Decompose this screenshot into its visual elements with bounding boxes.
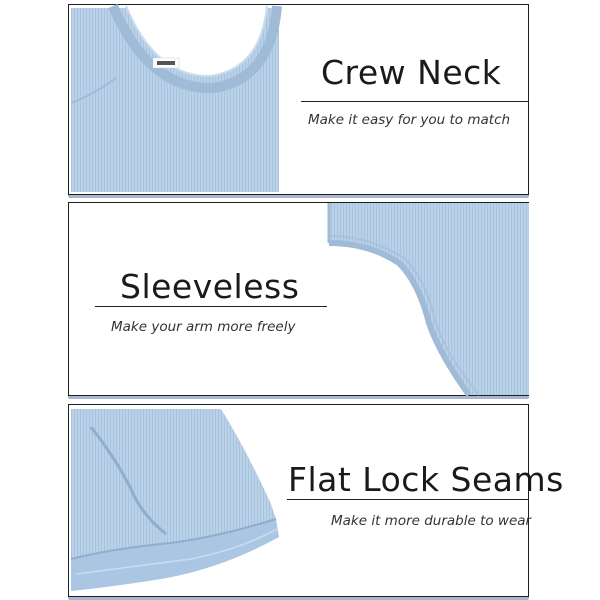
section-title: Crew Neck bbox=[321, 53, 502, 92]
section-subtitle: Make your arm more freely bbox=[111, 319, 296, 335]
section-title: Sleeveless bbox=[120, 267, 300, 306]
section-subtitle: Make it easy for you to match bbox=[308, 112, 511, 128]
feature-panel-flat-lock-seams bbox=[68, 404, 564, 597]
section-title: Flat Lock Seams bbox=[288, 460, 564, 499]
title-divider bbox=[301, 101, 529, 102]
title-divider bbox=[287, 499, 529, 500]
crew-neck-image bbox=[71, 8, 281, 193]
flat-lock-seam-image bbox=[71, 409, 281, 594]
sleeveless-image bbox=[319, 203, 529, 395]
feature-panel-crew-neck bbox=[68, 4, 529, 195]
feature-panel-sleeveless bbox=[68, 202, 529, 396]
section-subtitle: Make it more durable to wear bbox=[331, 513, 532, 529]
title-divider bbox=[95, 306, 327, 307]
